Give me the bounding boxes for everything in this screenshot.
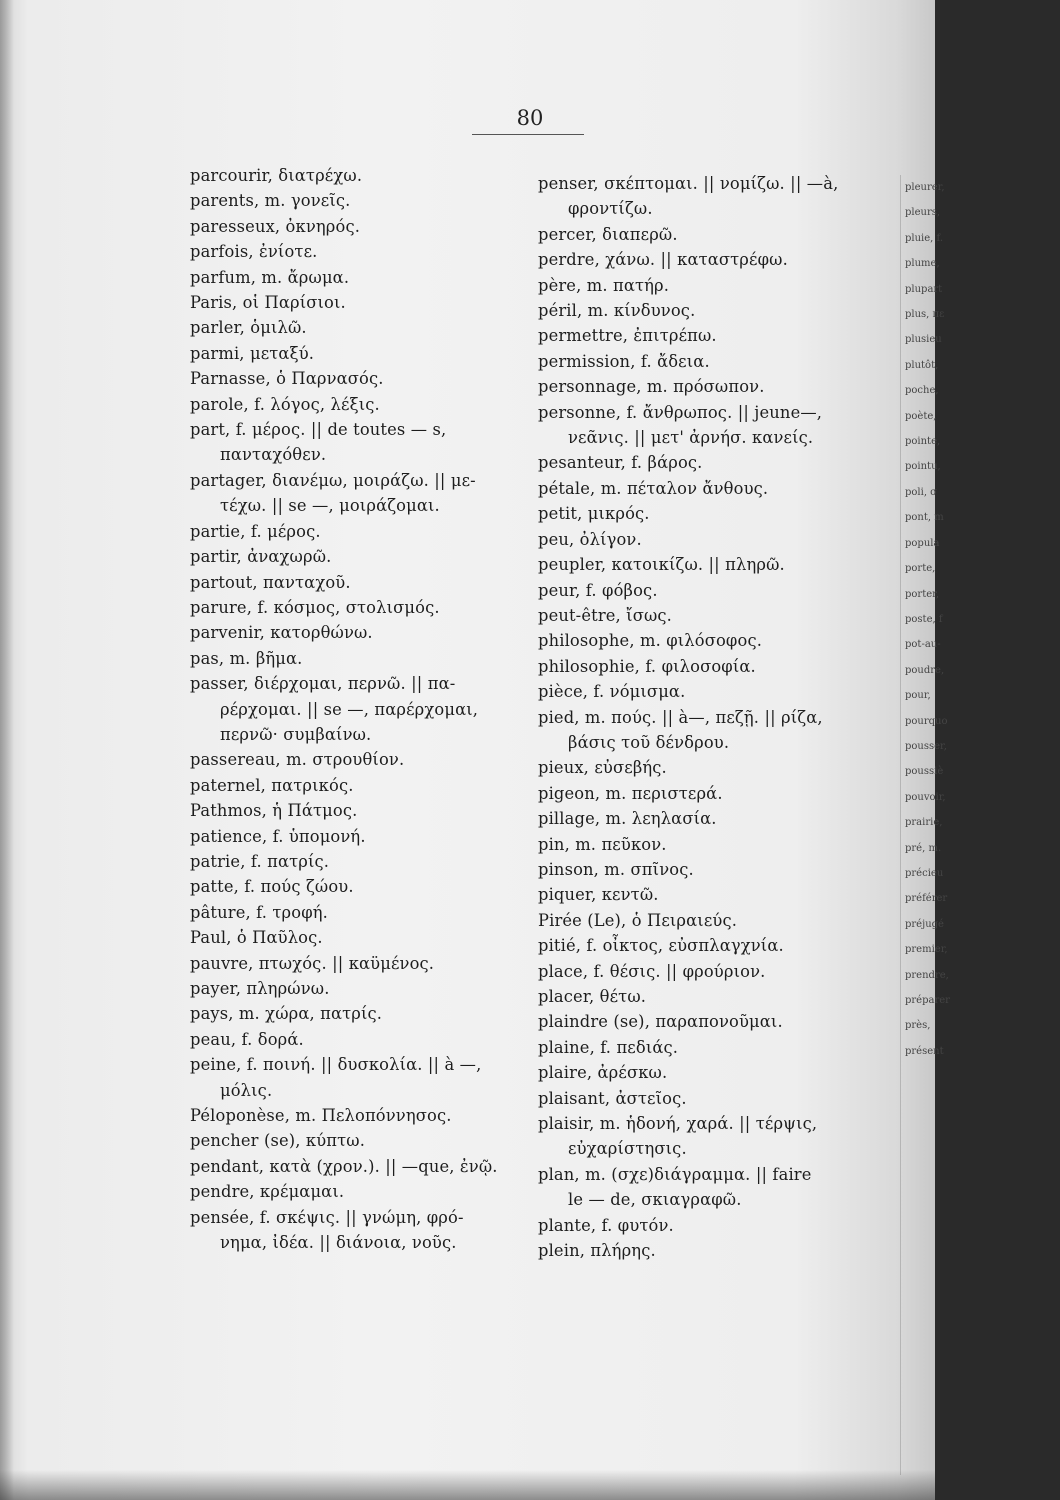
dictionary-entry: pendre, κρέμαμαι.: [190, 1182, 345, 1202]
next-page-fragment: pouvoir,: [905, 791, 946, 803]
dictionary-entry: pillage, m. λεηλασία.: [538, 809, 717, 829]
next-page-fragment: pleurer,: [905, 182, 945, 193]
next-page-fragment: prairie,: [905, 817, 943, 829]
dictionary-entry: εὐχαρίστησις.: [568, 1139, 687, 1159]
dictionary-entry: peut-être, ἴσως.: [538, 605, 673, 625]
dictionary-entry: pieux, εὐσεβής.: [538, 758, 667, 778]
dictionary-entry: place, f. θέσις. || φρούριον.: [538, 961, 766, 981]
dictionary-entry: parfum, m. ἄρωμα.: [190, 267, 350, 287]
dictionary-entry: βάσις τοῦ δένδρου.: [568, 732, 730, 752]
next-page-fragment: pot-au-: [905, 639, 941, 651]
dictionary-entry: personne, f. ἄνθρωπος. || jeune—,: [538, 402, 823, 422]
dictionary-entry: plaisir, m. ἡδονή, χαρά. || τέρψις,: [538, 1114, 818, 1134]
dictionary-entry: payer, πληρώνω.: [190, 979, 330, 998]
dictionary-entry: parure, f. κόσμος, στολισμός.: [190, 597, 440, 617]
dictionary-entry: passereau, m. στρουθίον.: [190, 750, 405, 770]
dictionary-entry: plante, f. φυτόν.: [538, 1215, 674, 1235]
next-page-fragment: pré, m.: [905, 842, 942, 854]
next-page-fragment: poudre,: [905, 664, 945, 676]
dictionary-entry: pièce, f. νόμισμα.: [538, 682, 686, 702]
dictionary-entry: parler, ὁμιλῶ.: [190, 318, 307, 338]
next-page-fragment: plupart: [905, 283, 943, 295]
dictionary-entry: parcourir, διατρέχω.: [190, 166, 363, 185]
dictionary-entry: parvenir, κατορθώνω.: [190, 623, 373, 643]
next-page-fragment: plus, πε: [905, 309, 945, 321]
dictionary-entry: percer, διαπερῶ.: [538, 224, 678, 244]
bottom-shadow: [0, 1470, 935, 1500]
dictionary-entry: Parnasse, ὁ Παρνασός.: [190, 369, 384, 389]
dictionary-entry: ρέρχομαι. || se —, παρέρχομαι,: [220, 699, 479, 719]
dictionary-entry: permission, f. ἄδεια.: [538, 351, 710, 371]
next-page-fragment: poche,: [905, 385, 939, 397]
dictionary-entry: parfois, ἐνίοτε.: [190, 242, 318, 262]
dictionary-entry: penser, σκέπτομαι. || νομίζω. || —à,: [538, 174, 839, 193]
dictionary-entry: plan, m. (σχε)διάγραμμα. || faire: [538, 1164, 812, 1184]
next-page-fragment: pousser,: [905, 740, 947, 752]
dictionary-entry: νημα, ἰδέα. || διάνοια, νοῦς.: [220, 1233, 457, 1253]
next-page-fragment: poli, σ: [905, 486, 938, 498]
dictionary-entry: pin, m. πεῦκον.: [538, 834, 667, 854]
next-page-fragment: prendre,: [905, 969, 949, 981]
dictionary-entry: père, m. πατήρ.: [538, 275, 670, 295]
dictionary-entry: partir, ἀναχωρῶ.: [190, 547, 332, 567]
dictionary-entry: pensée, f. σκέψις. || γνώμη, φρό-: [190, 1207, 464, 1227]
next-page-fragment: poussiè: [905, 766, 944, 778]
dictionary-entry: plaindre (se), παραπονοῦμαι.: [538, 1012, 783, 1032]
dictionary-entry: Pirée (Le), ὁ Πειραιεύς.: [538, 910, 738, 930]
dictionary-entry: personnage, m. πρόσωπον.: [538, 377, 765, 397]
dictionary-entry: placer, θέτω.: [538, 987, 647, 1006]
dictionary-entry: plaire, ἀρέσκω.: [538, 1063, 668, 1083]
dictionary-entry: pied, m. πούς. || à—, πεζῇ. || ρίζα,: [538, 707, 823, 727]
next-page-fragment: préjugé: [905, 918, 944, 930]
next-page-fragment: précieu: [905, 867, 944, 879]
next-page-fragment: poète,: [905, 410, 937, 422]
next-page-fragment: près,: [905, 1020, 931, 1032]
next-page-fragment: porter,: [905, 588, 939, 600]
dictionary-entry: paresseux, ὀκνηρός.: [190, 216, 361, 236]
next-page-fragment: poste, f: [905, 613, 943, 625]
page-edge-shadow: [0, 0, 14, 1500]
next-page-fragment: plusieu: [905, 334, 942, 346]
dictionary-entry: Péloponèse, m. Πελοπόννησος.: [190, 1106, 452, 1126]
dictionary-entry: part, f. μέρος. || de toutes — s,: [190, 420, 447, 440]
next-page-fragment: préparer: [905, 995, 950, 1006]
dictionary-entry: pays, m. χώρα, πατρίς.: [190, 1004, 383, 1024]
dictionary-entry: Pathmos, ἡ Πάτμος.: [190, 801, 358, 821]
dictionary-entry: permettre, ἐπιτρέπω.: [538, 326, 717, 346]
dictionary-entry: pitié, f. οἶκτος, εὐσπλαγχνία.: [538, 936, 784, 956]
dictionary-entry: paternel, πατρικός.: [190, 775, 354, 795]
next-page-fragment: présent: [905, 1045, 944, 1057]
next-page-fragment: préférer: [905, 893, 948, 905]
dictionary-entry: pauvre, πτωχός. || καϋμένος.: [190, 953, 435, 973]
dictionary-entry: parmi, μεταξύ.: [190, 343, 315, 363]
dictionary-entry: parents, m. γονεῖς.: [190, 191, 351, 211]
dictionary-entry: peupler, κατοικίζω. || πληρῶ.: [538, 555, 785, 575]
dictionary-entry: Paul, ὁ Παῦλος.: [190, 928, 323, 948]
next-page-fragment: porte,: [905, 563, 936, 575]
header-rule: [472, 134, 584, 135]
dictionary-entry: patte, f. πούς ζώου.: [190, 877, 354, 897]
dictionary-entry: plein, πλήρης.: [538, 1241, 656, 1261]
dictionary-entry: peau, f. δορά.: [190, 1029, 304, 1049]
next-page-fragment: premier,: [905, 944, 948, 956]
next-page-fragment: pointe,: [905, 436, 941, 448]
next-page-fragment: plutôt,: [905, 359, 939, 371]
dictionary-entry: pendant, κατὰ (χρον.). || —que, ἐνῷ.: [190, 1156, 498, 1176]
dictionary-entry: péril, m. κίνδυνος.: [538, 301, 696, 321]
dictionary-entry: partager, διανέμω, μοιράζω. || με-: [190, 470, 476, 490]
dictionary-entry: patience, f. ὑπομονή.: [190, 826, 366, 846]
dictionary-entry: pas, m. βῆμα.: [190, 648, 303, 668]
next-page-fragment: popula: [905, 537, 940, 549]
dictionary-entry: πανταχόθεν.: [220, 445, 327, 465]
dictionary-entry: τέχω. || se —, μοιράζομαι.: [220, 496, 440, 516]
dictionary-entry: passer, διέρχομαι, περνῶ. || πα-: [190, 674, 456, 694]
next-page-fragment: pointu,: [905, 461, 941, 473]
dictionary-entry: plaisant, ἀστεῖος.: [538, 1088, 687, 1108]
dictionary-entry: petit, μικρός.: [538, 504, 650, 524]
dictionary-entry: φροντίζω.: [568, 199, 653, 219]
dictionary-entry: περνῶ· συμβαίνω.: [220, 724, 372, 744]
dictionary-entry: piquer, κεντῶ.: [538, 885, 659, 905]
dictionary-entry: pesanteur, f. βάρος.: [538, 453, 703, 473]
dictionary-entry: perdre, χάνω. || καταστρέφω.: [538, 250, 788, 270]
dictionary-entry: peu, ὀλίγον.: [538, 529, 642, 549]
dictionary-entry: Paris, οἱ Παρίσιοι.: [190, 293, 346, 313]
next-page-fragment: pour,: [905, 690, 931, 702]
page-number: 80: [516, 106, 544, 130]
dictionary-entry: pâture, f. τροφή.: [190, 902, 328, 922]
dictionary-entry: philosophe, m. φιλόσοφος.: [538, 631, 763, 651]
next-page-edge: [900, 175, 950, 1475]
dictionary-entry: peine, f. ποινή. || δυσκολία. || à —,: [190, 1055, 482, 1075]
dictionary-entry: plaine, f. πεδιάς.: [538, 1037, 679, 1057]
dictionary-column-right: [538, 171, 878, 1263]
dictionary-entry: partout, πανταχοῦ.: [190, 572, 351, 592]
next-page-fragment: plume,: [905, 258, 940, 270]
dictionary-entry: pigeon, m. περιστερά.: [538, 783, 723, 803]
dictionary-entry: partie, f. μέρος.: [190, 521, 321, 541]
next-page-fragment: pluie, f.: [905, 232, 944, 244]
dictionary-entry: patrie, f. πατρίς.: [190, 851, 330, 871]
dictionary-entry: pinson, m. σπῖνος.: [538, 859, 694, 879]
dictionary-entry: pencher (se), κύπτω.: [190, 1131, 366, 1151]
next-page-fragment: pleurs,: [905, 207, 941, 219]
dictionary-entry: philosophie, f. φιλοσοφία.: [538, 656, 756, 676]
dictionary-column-left: [190, 163, 520, 1255]
dictionary-entry: peur, f. φόβος.: [538, 580, 658, 600]
dictionary-entry: le — de, σκιαγραφῶ.: [568, 1190, 742, 1210]
dictionary-entry: μόλις.: [220, 1080, 273, 1100]
next-page-fragment: pourquo: [905, 715, 948, 727]
dictionary-entry: pétale, m. πέταλον ἄνθους.: [538, 478, 769, 498]
dictionary-entry: νεᾶνις. || μετ' ἀρνήσ. κανείς.: [568, 428, 814, 448]
dictionary-entry: parole, f. λόγος, λέξις.: [190, 394, 380, 414]
next-page-fragment: pont, m: [905, 512, 944, 524]
